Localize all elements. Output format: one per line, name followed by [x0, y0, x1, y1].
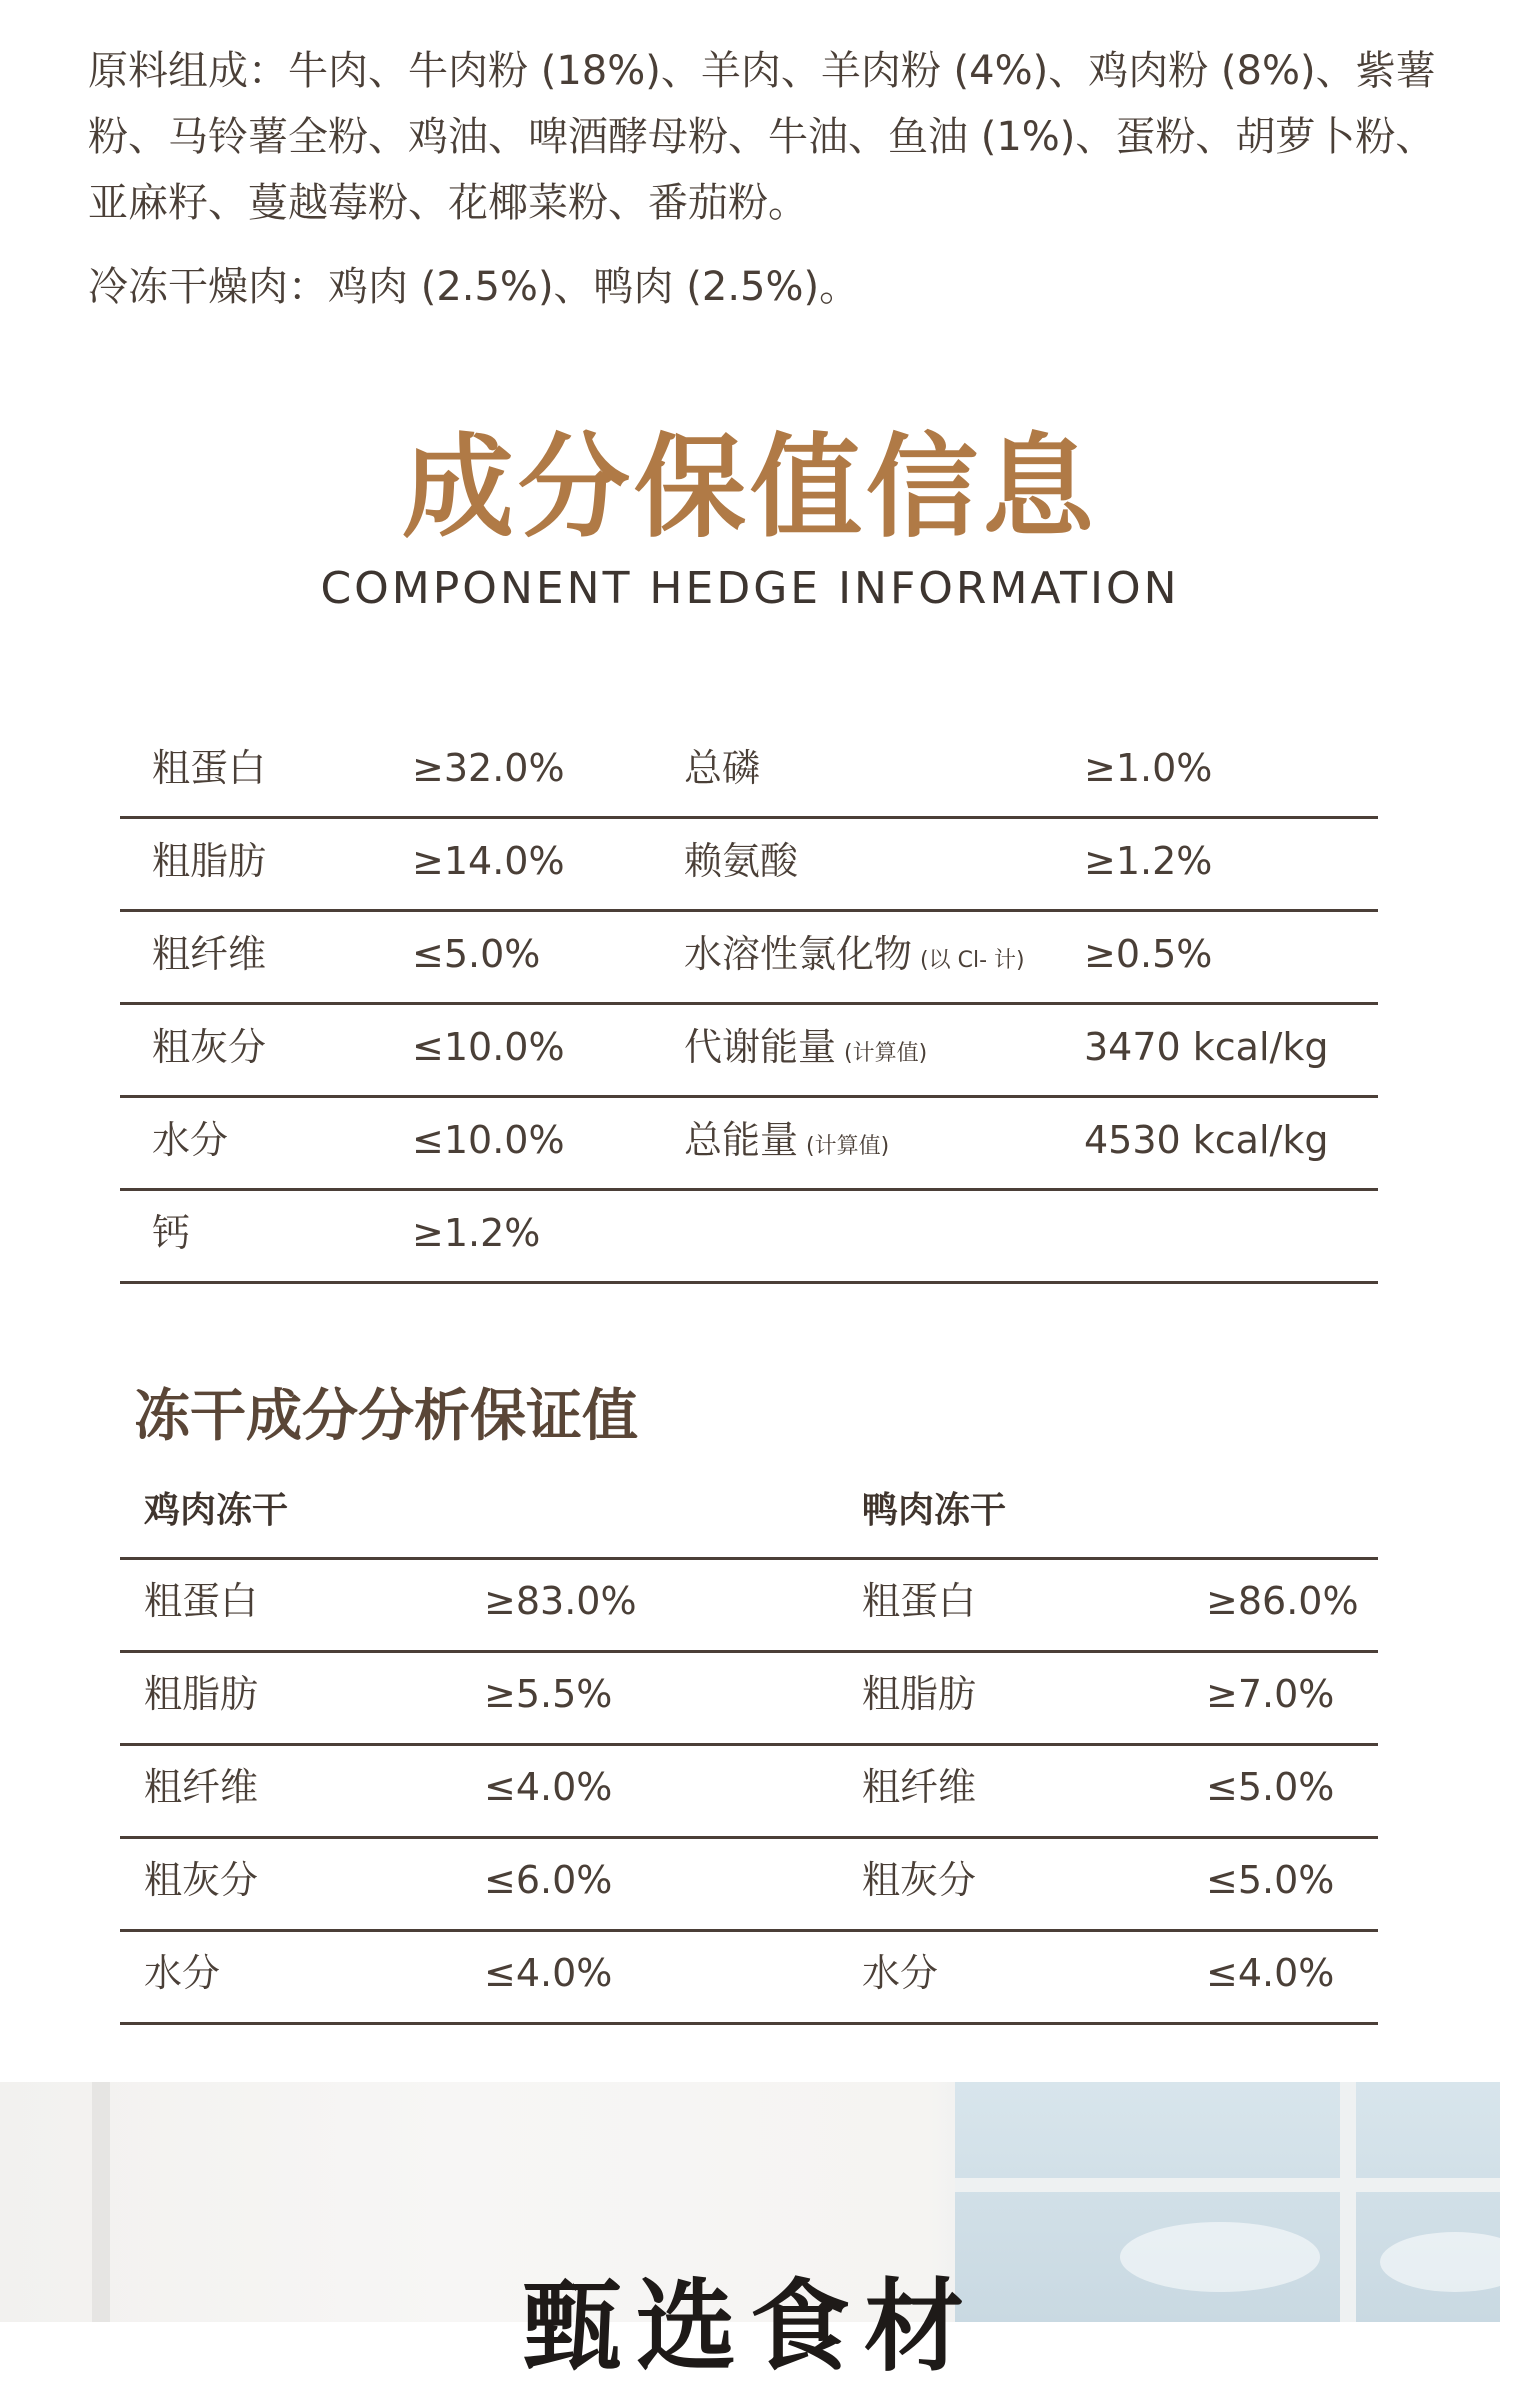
- nutrient-name: 粗脂肪: [862, 1672, 977, 1716]
- nutrient-name-text: 水溶性氯化物: [684, 932, 913, 976]
- nutrient-name: 粗脂肪: [144, 1672, 259, 1716]
- section-subtitle: COMPONENT HEDGE INFORMATION: [320, 563, 1180, 614]
- raw-ingredients-label: 原料组成：: [88, 48, 288, 94]
- freeze-dried-title: 冻干成分分析保证值: [134, 1384, 638, 1449]
- nutrition-table: [120, 726, 1378, 1284]
- ingredients-block: [88, 38, 1448, 320]
- nutrient-value: ≥1.2%: [1084, 839, 1213, 883]
- raw-ingredients: [88, 38, 1448, 236]
- nutrient-name-text: 总能量: [684, 1118, 799, 1162]
- nutrient-name: 粗灰分: [862, 1858, 977, 1902]
- window-mullion: [955, 2178, 1500, 2192]
- nutrient-name: 粗蛋白: [862, 1579, 977, 1623]
- table-row: [120, 912, 1378, 1005]
- column-header-chicken: 鸡肉冻干: [144, 1490, 289, 1531]
- nutrient-name: 粗纤维: [144, 1765, 259, 1809]
- nutrient-value: ≥86.0%: [1206, 1579, 1359, 1623]
- nutrient-name: 粗纤维: [862, 1765, 977, 1809]
- nutrient-note: (计算值): [844, 1041, 928, 1066]
- table-row: [120, 1098, 1378, 1191]
- nutrient-value: ≤10.0%: [412, 1025, 565, 1069]
- nutrient-name: 粗蛋白: [144, 1579, 259, 1623]
- nutrient-name-text: 总磷: [684, 746, 761, 790]
- nutrient-name: [684, 819, 806, 910]
- nutrient-name: 粗纤维: [152, 932, 267, 976]
- nutrient-value: ≥1.2%: [412, 1211, 541, 1255]
- freeze-dried-label: 冷冻干燥肉：: [88, 264, 328, 310]
- nutrient-name: 粗蛋白: [152, 746, 267, 790]
- nutrient-name: [684, 726, 768, 817]
- column-header-duck: 鸭肉冻干: [862, 1490, 1007, 1531]
- table-header: [120, 1470, 1378, 1560]
- table-row: [120, 726, 1378, 819]
- nutrient-value: ≤5.0%: [412, 932, 541, 976]
- nutrient-name-text: 代谢能量: [684, 1025, 837, 1069]
- bottom-banner: [0, 2082, 1500, 2385]
- nutrient-value: ≤10.0%: [412, 1118, 565, 1162]
- nutrient-value: 3470 kcal/kg: [1084, 1025, 1329, 1069]
- nutrient-name: [684, 912, 1025, 1003]
- raw-ingredients-text: 牛肉、牛肉粉 (18%)、羊肉、羊肉粉 (4%)、鸡肉粉 (8%)、紫薯粉、马铃薯全粉、鸡油、啤酒酵母粉、牛油、鱼油 (1%)、蛋粉、胡萝卜粉、亚麻籽、蔓越莓粉、花椰菜粉、番茄粉。: [88, 48, 1436, 226]
- nutrient-value: 4530 kcal/kg: [1084, 1118, 1329, 1162]
- nutrient-value: ≤6.0%: [484, 1858, 613, 1902]
- table-row: [120, 1005, 1378, 1098]
- nutrient-name: 粗脂肪: [152, 839, 267, 883]
- freeze-dried-table: [120, 1470, 1378, 2025]
- nutrient-name: [684, 1005, 927, 1096]
- nutrient-value: ≥0.5%: [1084, 932, 1213, 976]
- nutrient-value: ≤4.0%: [484, 1765, 613, 1809]
- freeze-dried-text: 鸡肉 (2.5%)、鸭肉 (2.5%)。: [328, 264, 860, 310]
- nutrient-value: ≥5.5%: [484, 1672, 613, 1716]
- nutrient-value: ≥7.0%: [1206, 1672, 1335, 1716]
- nutrient-name: 水分: [152, 1118, 229, 1162]
- section-title: 成分保值信息: [402, 423, 1098, 553]
- nutrient-value: ≥1.0%: [1084, 746, 1213, 790]
- table-row: [120, 1653, 1378, 1746]
- nutrient-name: [684, 1098, 889, 1189]
- nutrient-value: ≤5.0%: [1206, 1765, 1335, 1809]
- table-row: [120, 1746, 1378, 1839]
- table-row: [120, 1560, 1378, 1653]
- nutrient-value: ≥32.0%: [412, 746, 565, 790]
- nutrient-name: 钙: [152, 1211, 191, 1255]
- nutrient-value: ≤5.0%: [1206, 1858, 1335, 1902]
- nutrient-value: ≥14.0%: [412, 839, 565, 883]
- nutrient-value: ≤4.0%: [1206, 1951, 1335, 1995]
- table-row: [120, 1839, 1378, 1932]
- table-row: [120, 1932, 1378, 2025]
- table-row: [120, 819, 1378, 912]
- freeze-dried-meat: [88, 254, 1448, 320]
- nutrient-value: ≥83.0%: [484, 1579, 637, 1623]
- nutrient-name: 粗灰分: [144, 1858, 259, 1902]
- table-row: [120, 1191, 1378, 1284]
- nutrient-note: (以 Cl- 计): [920, 948, 1025, 973]
- nutrient-name: 粗灰分: [152, 1025, 267, 1069]
- nutrient-name-text: 赖氨酸: [684, 839, 799, 883]
- banner-title: 甄选食材: [522, 2268, 978, 2385]
- nutrient-name: 水分: [144, 1951, 221, 1995]
- nutrient-note: (计算值): [806, 1134, 890, 1159]
- nutrient-value: ≤4.0%: [484, 1951, 613, 1995]
- nutrient-name: 水分: [862, 1951, 939, 1995]
